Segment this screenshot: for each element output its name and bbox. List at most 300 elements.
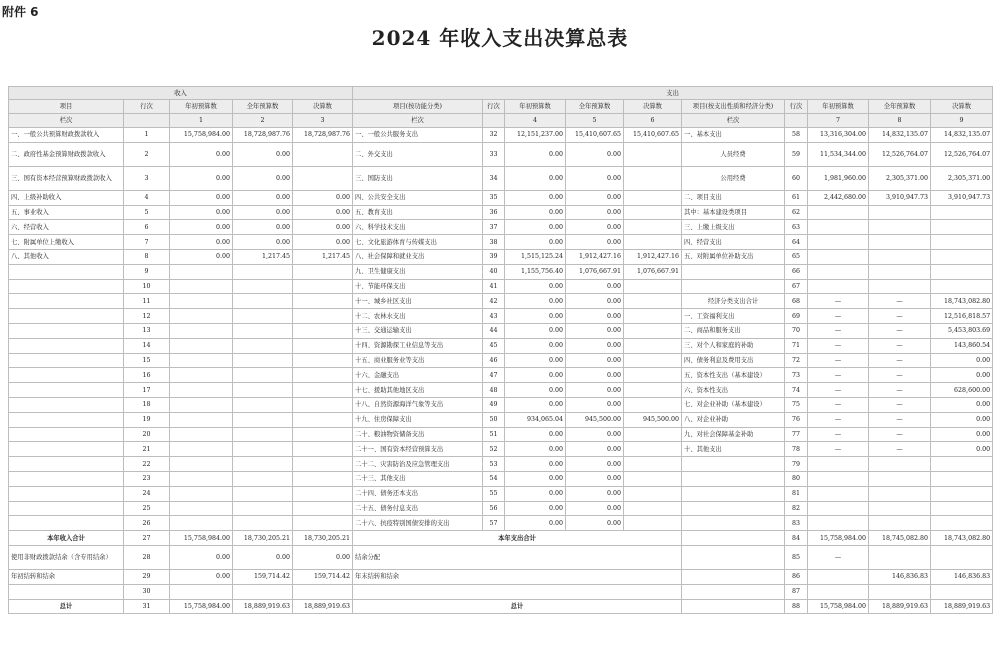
table-cell: 159,714.42: [293, 569, 353, 584]
table-cell: [170, 486, 233, 501]
table-cell: 0.00: [566, 309, 624, 324]
table-cell: 0.00: [170, 569, 233, 584]
table-cell: 66: [785, 264, 808, 279]
table-cell: [808, 501, 869, 516]
table-cell: 18,889,919.63: [293, 599, 353, 614]
table-cell: 二十六、抗疫特别国债安排的支出: [353, 516, 483, 531]
column-header: 行次: [483, 100, 505, 114]
table-cell: [869, 249, 931, 264]
table-cell: 0.00: [505, 166, 566, 190]
table-cell: [170, 516, 233, 531]
table-cell: 3: [124, 166, 170, 190]
table-cell: [931, 471, 993, 486]
table-cell: [233, 397, 293, 412]
table-cell: 七、对企业补助（基本建设）: [682, 397, 785, 412]
table-cell: 0.00: [505, 457, 566, 472]
table-cell: 18,889,919.63: [233, 599, 293, 614]
table-cell: —: [869, 412, 931, 427]
table-cell: 十四、资源勘探工业信息等支出: [353, 338, 483, 353]
table-cell: 23: [124, 471, 170, 486]
table-cell: 18,728,987.76: [293, 128, 353, 143]
column-subheader: 8: [869, 114, 931, 128]
table-cell: 1,076,667.91: [566, 264, 624, 279]
table-cell: 0.00: [505, 486, 566, 501]
column-header: 项目(按支出性质和经济分类): [682, 100, 785, 114]
table-cell: [624, 190, 682, 205]
table-cell: [9, 264, 124, 279]
table-cell: [170, 442, 233, 457]
table-cell: 0.00: [566, 323, 624, 338]
table-cell: 一、工资福利支出: [682, 309, 785, 324]
table-cell: 0.00: [566, 166, 624, 190]
table-cell: 69: [785, 309, 808, 324]
table-cell: 76: [785, 412, 808, 427]
table-cell: [293, 294, 353, 309]
table-cell: 0.00: [170, 220, 233, 235]
table-cell: 六、资本性支出: [682, 383, 785, 398]
table-cell: 0.00: [170, 545, 233, 569]
column-subheader: 6: [624, 114, 682, 128]
table-cell: 六、科学技术支出: [353, 220, 483, 235]
table-cell: 二十二、灾害防治及应急管理支出: [353, 457, 483, 472]
table-row: [9, 220, 993, 235]
table-cell: [624, 166, 682, 190]
table-cell: [808, 235, 869, 250]
table-cell: 其中：基本建设类项目: [682, 205, 785, 220]
column-subheader: 5: [566, 114, 624, 128]
table-cell: [682, 584, 785, 599]
table-cell: 0.00: [566, 516, 624, 531]
table-cell: 总计: [353, 599, 682, 614]
table-cell: 3,910,947.73: [931, 190, 993, 205]
table-cell: [9, 353, 124, 368]
table-cell: [170, 501, 233, 516]
table-cell: 0.00: [566, 457, 624, 472]
table-cell: 11,534,344.00: [808, 142, 869, 166]
table-cell: 65: [785, 249, 808, 264]
table-cell: 48: [483, 383, 505, 398]
table-cell: 9: [124, 264, 170, 279]
table-cell: 五、对附属单位补助支出: [682, 249, 785, 264]
table-cell: 15: [124, 353, 170, 368]
table-cell: 0.00: [505, 383, 566, 398]
table-cell: [170, 279, 233, 294]
table-cell: 945,500.00: [566, 412, 624, 427]
table-cell: [931, 501, 993, 516]
table-cell: 40: [483, 264, 505, 279]
table-cell: 四、公共安全支出: [353, 190, 483, 205]
table-cell: 1,155,756.40: [505, 264, 566, 279]
header-row: [9, 100, 993, 114]
table-cell: [624, 501, 682, 516]
table-cell: 45: [483, 338, 505, 353]
table-cell: 2: [124, 142, 170, 166]
grand-total-row: [9, 599, 993, 614]
table-cell: 0.00: [566, 142, 624, 166]
table-cell: [170, 397, 233, 412]
table-cell: [170, 264, 233, 279]
table-row: [9, 235, 993, 250]
table-row: [9, 501, 993, 516]
table-cell: 结余分配: [353, 545, 682, 569]
column-subheader: 栏次: [682, 114, 785, 128]
table-cell: 五、资本性支出（基本建设）: [682, 368, 785, 383]
table-cell: 32: [483, 128, 505, 143]
table-cell: 0.00: [566, 353, 624, 368]
table-cell: 34: [483, 166, 505, 190]
table-cell: [293, 412, 353, 427]
table-cell: [170, 353, 233, 368]
table-cell: 十八、自然资源海洋气象等支出: [353, 397, 483, 412]
table-cell: 14,832,135.07: [869, 128, 931, 143]
table-cell: [293, 501, 353, 516]
table-cell: 三、上缴上级支出: [682, 220, 785, 235]
table-cell: 159,714.42: [233, 569, 293, 584]
table-cell: [931, 486, 993, 501]
table-cell: 0.00: [566, 442, 624, 457]
table-cell: 0.00: [566, 368, 624, 383]
table-cell: 67: [785, 279, 808, 294]
table-cell: [869, 584, 931, 599]
table-cell: 50: [483, 412, 505, 427]
table-cell: —: [869, 442, 931, 457]
column-subheader: 栏次: [9, 114, 124, 128]
table-cell: [682, 531, 785, 546]
table-cell: 本年收入合计: [9, 531, 124, 546]
band-row: [9, 87, 993, 100]
table-row: [9, 516, 993, 531]
table-cell: [233, 338, 293, 353]
table-cell: 0.00: [293, 545, 353, 569]
column-subheader: 7: [808, 114, 869, 128]
table-cell: [682, 599, 785, 614]
table-cell: 18,730,205.21: [233, 531, 293, 546]
table-cell: [170, 323, 233, 338]
table-cell: [808, 249, 869, 264]
table-cell: [9, 442, 124, 457]
table-cell: [170, 584, 233, 599]
table-cell: 0.00: [566, 190, 624, 205]
table-cell: 0.00: [566, 427, 624, 442]
table-cell: 31: [124, 599, 170, 614]
table-cell: 16: [124, 368, 170, 383]
table-cell: [624, 353, 682, 368]
table-cell: 945,500.00: [624, 412, 682, 427]
table-cell: 二、项目支出: [682, 190, 785, 205]
table-cell: 26: [124, 516, 170, 531]
table-row: [9, 427, 993, 442]
table-cell: 81: [785, 486, 808, 501]
table-cell: —: [808, 353, 869, 368]
table-cell: —: [808, 545, 869, 569]
table-cell: [869, 220, 931, 235]
table-cell: 82: [785, 501, 808, 516]
table-cell: [682, 516, 785, 531]
table-cell: [808, 457, 869, 472]
table-cell: 61: [785, 190, 808, 205]
table-cell: 73: [785, 368, 808, 383]
table-cell: 24: [124, 486, 170, 501]
table-cell: 78: [785, 442, 808, 457]
table-cell: 六、经营收入: [9, 220, 124, 235]
table-cell: 63: [785, 220, 808, 235]
table-cell: 0.00: [233, 235, 293, 250]
table-cell: 59: [785, 142, 808, 166]
table-cell: [293, 166, 353, 190]
table-cell: 五、教育支出: [353, 205, 483, 220]
table-cell: 15,410,607.65: [566, 128, 624, 143]
subheader-row: [9, 114, 993, 128]
table-cell: 42: [483, 294, 505, 309]
table-cell: 18,743,082.80: [931, 531, 993, 546]
table-cell: [808, 220, 869, 235]
table-cell: 14: [124, 338, 170, 353]
table-cell: 0.00: [505, 235, 566, 250]
table-cell: 0.00: [505, 323, 566, 338]
table-cell: 1,217.45: [293, 249, 353, 264]
table-cell: [293, 264, 353, 279]
table-cell: 64: [785, 235, 808, 250]
expense-band: 支出: [353, 87, 993, 100]
column-header: 决算数: [931, 100, 993, 114]
table-cell: [869, 471, 931, 486]
table-cell: 0.00: [505, 294, 566, 309]
table-cell: 0.00: [505, 279, 566, 294]
table-cell: [233, 383, 293, 398]
table-cell: —: [808, 323, 869, 338]
table-cell: 0.00: [293, 220, 353, 235]
table-cell: [233, 427, 293, 442]
table-cell: [869, 235, 931, 250]
table-cell: —: [869, 427, 931, 442]
table-cell: 2,305,371.00: [931, 166, 993, 190]
table-row: [9, 309, 993, 324]
table-cell: 一、基本支出: [682, 128, 785, 143]
table-cell: [931, 457, 993, 472]
table-cell: 74: [785, 383, 808, 398]
table-cell: 0.00: [931, 427, 993, 442]
table-cell: [293, 427, 353, 442]
attachment-label: 附件 6: [2, 5, 39, 19]
table-cell: 10: [124, 279, 170, 294]
table-cell: 十一、城乡社区支出: [353, 294, 483, 309]
table-cell: [624, 368, 682, 383]
table-cell: —: [869, 323, 931, 338]
table-cell: [624, 220, 682, 235]
table-cell: 2,442,680.00: [808, 190, 869, 205]
table-row: [9, 294, 993, 309]
column-header: 年初预算数: [170, 100, 233, 114]
table-row: [9, 412, 993, 427]
table-cell: 17: [124, 383, 170, 398]
table-cell: 8: [124, 249, 170, 264]
table-cell: 三、国防支出: [353, 166, 483, 190]
table-cell: 15,758,984.00: [808, 531, 869, 546]
table-cell: —: [869, 397, 931, 412]
table-cell: 56: [483, 501, 505, 516]
table-cell: [233, 353, 293, 368]
table-cell: [9, 457, 124, 472]
table-row: [9, 471, 993, 486]
table-cell: 75: [785, 397, 808, 412]
table-cell: 12: [124, 309, 170, 324]
column-subheader: 3: [293, 114, 353, 128]
table-cell: [170, 457, 233, 472]
table-cell: [9, 412, 124, 427]
table-cell: 70: [785, 323, 808, 338]
table-cell: [9, 397, 124, 412]
column-subheader: 1: [170, 114, 233, 128]
table-cell: 0.00: [293, 235, 353, 250]
table-cell: —: [808, 442, 869, 457]
table-cell: 十七、援助其他地区支出: [353, 383, 483, 398]
table-cell: 0.00: [505, 353, 566, 368]
table-cell: 四、债务利息及费用支出: [682, 353, 785, 368]
table-cell: 二十一、国有资本经营预算支出: [353, 442, 483, 457]
table-cell: 0.00: [566, 471, 624, 486]
table-cell: [9, 323, 124, 338]
table-cell: [624, 235, 682, 250]
table-cell: 二十三、其他支出: [353, 471, 483, 486]
table-cell: 二、外交支出: [353, 142, 483, 166]
table-cell: [869, 486, 931, 501]
table-cell: 1,515,125.24: [505, 249, 566, 264]
table-cell: 0.00: [505, 427, 566, 442]
table-cell: 八、社会保障和就业支出: [353, 249, 483, 264]
table-row: [9, 205, 993, 220]
table-cell: [869, 457, 931, 472]
table-cell: 15,758,984.00: [808, 599, 869, 614]
table-cell: 0.00: [566, 486, 624, 501]
table-cell: [931, 235, 993, 250]
table-cell: 0.00: [505, 516, 566, 531]
table-cell: [233, 294, 293, 309]
table-cell: [624, 457, 682, 472]
expense-total-label: 本年支出合计: [353, 531, 682, 546]
table-cell: 十、节能环保支出: [353, 279, 483, 294]
table-cell: 4: [124, 190, 170, 205]
table-cell: 14,832,135.07: [931, 128, 993, 143]
table-cell: [624, 442, 682, 457]
column-subheader: [785, 114, 808, 128]
table-cell: 0.00: [170, 190, 233, 205]
table-cell: 0.00: [566, 338, 624, 353]
table-cell: 0.00: [505, 190, 566, 205]
table-cell: 51: [483, 427, 505, 442]
table-cell: 22: [124, 457, 170, 472]
column-subheader: 2: [233, 114, 293, 128]
table-cell: —: [808, 412, 869, 427]
table-cell: 57: [483, 516, 505, 531]
table-cell: 十九、住房保障支出: [353, 412, 483, 427]
table-cell: [293, 353, 353, 368]
table-cell: [293, 471, 353, 486]
table-cell: 47: [483, 368, 505, 383]
table-row: [9, 368, 993, 383]
table-cell: 0.00: [505, 397, 566, 412]
table-cell: 12,526,764.07: [931, 142, 993, 166]
table-cell: 0.00: [566, 279, 624, 294]
table-row: [9, 584, 993, 599]
table-cell: 86: [785, 569, 808, 584]
table-cell: 总计: [9, 599, 124, 614]
table-row: [9, 338, 993, 353]
table-cell: [233, 471, 293, 486]
table-cell: 49: [483, 397, 505, 412]
table-cell: [624, 338, 682, 353]
table-cell: 37: [483, 220, 505, 235]
table-row: [9, 442, 993, 457]
table-row: [9, 142, 993, 166]
table-cell: 0.00: [505, 471, 566, 486]
table-cell: 十二、农林水支出: [353, 309, 483, 324]
table-cell: 33: [483, 142, 505, 166]
table-cell: 29: [124, 569, 170, 584]
table-cell: 13: [124, 323, 170, 338]
table-cell: [233, 323, 293, 338]
table-cell: [170, 368, 233, 383]
table-cell: [931, 545, 993, 569]
table-cell: [233, 368, 293, 383]
table-cell: 15,758,984.00: [170, 531, 233, 546]
column-header: 全年预算数: [233, 100, 293, 114]
table-cell: [9, 501, 124, 516]
table-cell: 13,316,304.00: [808, 128, 869, 143]
table-cell: [233, 309, 293, 324]
table-cell: [293, 142, 353, 166]
table-row: [9, 190, 993, 205]
table-cell: 十六、金融支出: [353, 368, 483, 383]
table-cell: [931, 584, 993, 599]
table-cell: [808, 569, 869, 584]
table-cell: 80: [785, 471, 808, 486]
table-cell: 55: [483, 486, 505, 501]
table-cell: 143,860.54: [931, 338, 993, 353]
table-cell: 1,076,667.91: [624, 264, 682, 279]
table-cell: 79: [785, 457, 808, 472]
table-cell: [9, 584, 124, 599]
table-cell: 二、商品和服务支出: [682, 323, 785, 338]
column-header: 全年预算数: [869, 100, 931, 114]
table-cell: [869, 501, 931, 516]
table-cell: 七、附属单位上缴收入: [9, 235, 124, 250]
table-cell: 28: [124, 545, 170, 569]
table-cell: 四、经营支出: [682, 235, 785, 250]
table-cell: 2,305,371.00: [869, 166, 931, 190]
table-cell: 一、一般公共服务支出: [353, 128, 483, 143]
table-cell: [931, 279, 993, 294]
table-cell: [293, 457, 353, 472]
table-cell: 1,912,427.16: [624, 249, 682, 264]
table-cell: [682, 569, 785, 584]
column-header: 决算数: [624, 100, 682, 114]
table-cell: [9, 516, 124, 531]
table-cell: [9, 368, 124, 383]
table-cell: [869, 279, 931, 294]
table-cell: 0.00: [233, 190, 293, 205]
table-cell: 87: [785, 584, 808, 599]
table-cell: 58: [785, 128, 808, 143]
table-row: [9, 323, 993, 338]
table-cell: [170, 383, 233, 398]
table-cell: [931, 220, 993, 235]
table-cell: [624, 142, 682, 166]
table-cell: 52: [483, 442, 505, 457]
table-cell: 18,889,919.63: [869, 599, 931, 614]
table-cell: 41: [483, 279, 505, 294]
table-cell: 5: [124, 205, 170, 220]
table-cell: [808, 279, 869, 294]
